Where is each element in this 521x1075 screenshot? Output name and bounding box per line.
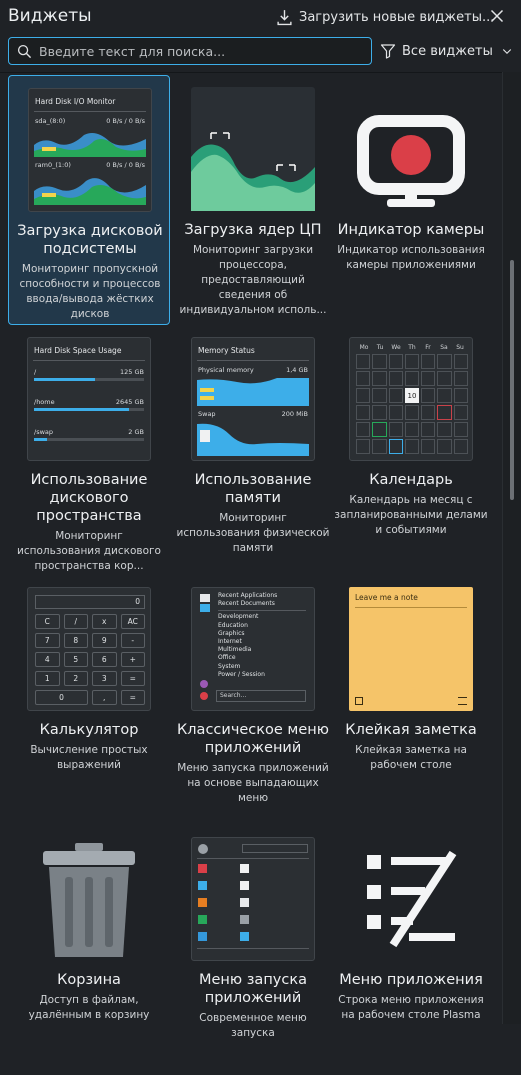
kickoff-menu-thumbnail [191,837,315,961]
menu-item: Office [218,654,236,662]
category-filter-button[interactable] [380,39,513,63]
widget-name: Меню запуска приложений [199,972,307,1006]
trash-can-icon [27,837,151,961]
memory-status-thumbnail [191,337,315,461]
preview-row-value: 2 GB [128,428,144,436]
widget-name: Использование памяти [194,472,312,506]
usage-bar-fill [34,408,129,411]
preview-row-label: sda_(8:0) [35,117,66,125]
vertical-scrollbar[interactable] [502,72,521,1024]
preview-row-value: 1,4 GB [286,366,308,374]
camera-indicator-icon [349,87,473,211]
widget-description: Мониторинг использования дискового пространства кор... [17,530,161,572]
preview-row-value: 0 B/s / 0 B/s [106,117,145,125]
settings-icon [458,697,467,705]
calc-key: 6 [92,652,117,667]
sticky-note-thumbnail [349,587,473,711]
widget-description: Вычисление простых выражений [30,744,148,771]
widget-description: Меню запуска приложений на основе выпадающих меню [177,762,329,804]
widget-description: Клейкая заметка на рабочем столе [355,744,467,771]
widget-tile-disk-io[interactable] [8,75,170,325]
widget-name: Корзина [57,972,121,988]
menu-item: Recent Applications [218,592,278,599]
menu-item: System [218,662,241,670]
filter-icon [380,43,396,59]
calc-key: , [92,690,117,705]
calc-key: 9 [92,633,117,648]
calc-key: 0 [35,690,88,705]
weekday-label: Su [456,344,464,351]
widget-grid[interactable] [0,72,502,1039]
calc-key: 5 [64,652,89,667]
widget-tile-memory[interactable] [172,325,334,575]
disk-space-thumbnail [27,337,151,461]
get-new-widgets-button[interactable] [276,6,494,28]
search-field[interactable] [8,37,372,65]
calc-key: 8 [64,633,89,648]
notes-icon [355,697,363,705]
menu-item: Graphics [218,629,245,637]
widget-name: Загрузка ядер ЦП [184,222,322,238]
get-new-widgets-label: Загрузить новые виджеты... [299,9,495,25]
calendar-today: 10 [405,388,419,403]
calc-key: 1 [35,671,60,686]
widget-description: Календарь на месяц с запланированными делами и событиями [334,494,488,536]
menu-item: Education [218,621,248,629]
weekday-label: Sa [440,344,448,351]
weekday-label: We [391,344,401,351]
search-input[interactable] [39,44,359,59]
preview-row-value: 2645 GB [115,398,144,406]
calculator-thumbnail [27,587,151,711]
widget-name: Загрузка дисковой подсистемы [17,223,163,257]
scrollbar-thumb[interactable] [510,260,514,500]
widget-tile-trash[interactable] [8,825,170,1075]
preview-row-value: 0 B/s / 0 B/s [106,161,145,169]
preview-row-label: /swap [34,428,54,436]
widget-name: Календарь [369,472,453,488]
app-menu-icon [349,837,473,961]
preview-row-label: / [34,368,37,376]
widget-tile-disk-space[interactable] [8,325,170,575]
menu-search: Search... [216,690,306,702]
close-button[interactable] [486,5,508,27]
calc-key: = [121,690,146,705]
calc-key: = [121,671,146,686]
widget-tile-classic-menu[interactable] [172,575,334,825]
widget-description: Индикатор использования камеры приложениями [337,244,485,271]
widget-tile-cpu-cores[interactable] [172,75,334,325]
calc-key: 3 [92,671,117,686]
widget-description: Мониторинг пропускной способности и процессов ввода/вывода жёстких дисков [19,263,161,320]
calc-key: AC [121,614,146,629]
calc-key: + [121,652,146,667]
weekday-label: Fr [425,344,431,351]
download-icon [276,9,293,26]
widget-description: Мониторинг загрузки процессора, предоставляющий сведения об индивидуальном исполь... [179,244,327,316]
close-icon [490,9,504,23]
preview-title: Hard Disk I/O Monitor [35,97,116,106]
calc-key: x [92,614,117,629]
widget-tile-calculator[interactable] [8,575,170,825]
chevron-down-icon [501,45,513,57]
widget-tile-calendar[interactable] [330,325,492,575]
preview-title: Memory Status [198,346,255,355]
menu-item: Internet [218,638,242,646]
widget-tile-camera-indicator[interactable] [330,75,492,325]
panel-title: Виджеты [8,6,92,26]
widget-name: Классическое меню приложений [177,722,329,756]
search-icon [17,44,32,59]
widget-tile-kickoff[interactable] [172,825,334,1075]
preview-row-label: /home [34,398,55,406]
widget-tile-sticky-note[interactable] [330,575,492,825]
menu-item: Multimedia [218,646,252,654]
preview-row-value: 125 GB [120,368,144,376]
preview-row-label: Physical memory [198,366,254,374]
widget-name: Индикатор камеры [337,222,485,238]
menu-item: Recent Documents [218,600,275,608]
calc-key: / [64,614,89,629]
weekday-label: Mo [359,344,369,351]
calendar-thumbnail [349,337,473,461]
usage-bar-fill [34,438,47,441]
widget-explorer-header [0,0,521,34]
menu-item: Power / Session [218,670,265,678]
widget-name: Меню приложения [339,972,483,988]
weekday-label: Th [408,344,416,351]
preview-row-label: ram0_(1:0) [35,161,71,169]
preview-row-value: 200 MiB [281,410,308,418]
preview-row-label: Swap [198,410,216,418]
widget-tile-app-menu[interactable] [330,825,492,1075]
usage-bar-fill [34,378,95,381]
widget-name: Калькулятор [39,722,139,738]
note-text: Leave me a note [355,593,418,602]
widget-description: Доступ в файлам, удалённым в корзину [28,994,150,1021]
menu-item: Development [218,613,259,621]
classic-menu-thumbnail [191,587,315,711]
widget-description: Строка меню приложения на рабочем столе Plasma [338,994,484,1021]
calc-key: 4 [35,652,60,667]
widget-name: Клейкая заметка [345,722,477,738]
widget-description: Мониторинг использования физической памяти [176,512,330,554]
cpu-core-load-thumbnail [191,87,315,211]
filter-label: Все виджеты [402,43,493,59]
calc-key: 2 [64,671,89,686]
calc-display: 0 [35,595,145,609]
weekday-label: Tu [376,344,384,351]
preview-title: Hard Disk Space Usage [34,346,122,355]
widget-description: Современное меню запуска [199,1012,307,1039]
calc-key: C [35,614,60,629]
calc-key: - [121,633,146,648]
widget-name: Использование дискового пространства [30,472,148,524]
disk-io-monitor-thumbnail [28,88,152,212]
calc-key: 7 [35,633,60,648]
